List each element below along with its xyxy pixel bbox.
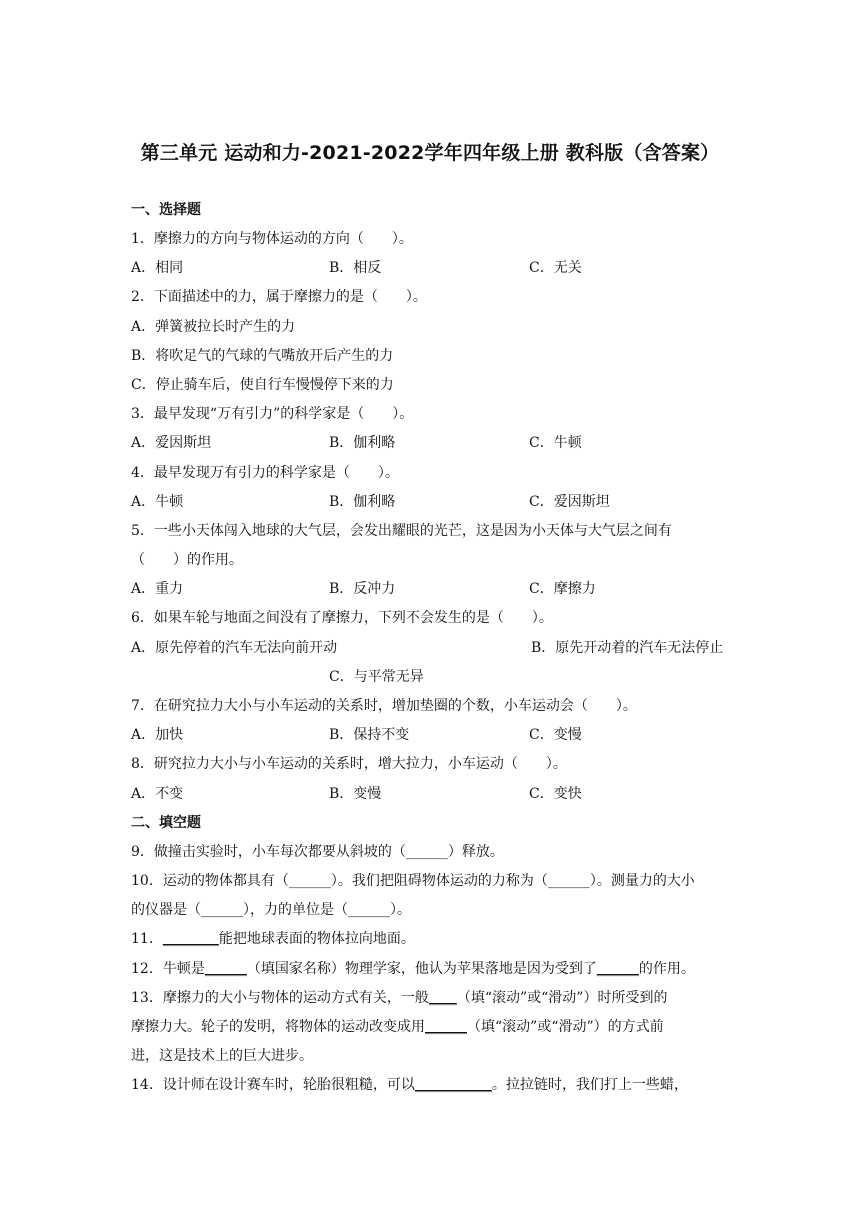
option-b: B．原先开动着的汽车无法停止: [531, 639, 724, 656]
option-c: C．摩擦力: [529, 581, 596, 598]
question-9: 9．做撞击实验时，小车每次都要从斜坡的（______）释放。: [131, 843, 504, 860]
answer-blank: ______: [204, 960, 247, 977]
option-b: B．反冲力: [329, 581, 396, 598]
question-13-line1: [131, 984, 741, 1013]
answer-blank: ____: [428, 989, 457, 1006]
option-a: A．重力: [131, 581, 184, 598]
option-c: C．变慢: [529, 727, 582, 744]
question-8-options: [131, 780, 741, 809]
option-b: B．相反: [329, 260, 382, 277]
option-c: C．牛顿: [529, 435, 582, 452]
option-a: A．原先停着的汽车无法向前开动: [131, 639, 338, 656]
worksheet-content: [131, 196, 741, 1100]
question-text: 摩擦力大。轮子的发明，将物体的运动改变成用: [131, 1018, 425, 1035]
question-6-stem: 6．如果车轮与地面之间没有了摩擦力，下列不会发生的是（ ）。: [131, 610, 553, 627]
question-text: （填“滚动”或“滑动”）时所受到的: [456, 989, 668, 1006]
question-1-options: [131, 254, 741, 283]
page-title: 第三单元 运动和力-2021-2022学年四年级上册 教科版（含答案）: [140, 142, 720, 164]
question-12: [131, 955, 741, 984]
section-heading-fill: 二、填空题: [131, 814, 201, 831]
option-a: A．牛顿: [131, 493, 184, 510]
question-10-line1: 10．运动的物体都具有（______）。我们把阻碍物体运动的力称为（______）。测量力的大小: [131, 872, 695, 889]
answer-blank: ________: [162, 931, 219, 948]
question-text: 13．摩擦力的大小与物体的运动方式有关，一般: [131, 989, 429, 1006]
option-a: A．加快: [131, 727, 184, 744]
question-5-options: [131, 575, 741, 604]
question-text: 14．设计师在设计赛车时，轮胎很粗糙，可以: [131, 1077, 415, 1094]
option-b: B．伽利略: [329, 493, 396, 510]
question-11: [131, 925, 741, 954]
option-b: B．变慢: [329, 785, 382, 802]
question-13-line3: 进，这是技术上的巨大进步。: [131, 1048, 313, 1065]
question-4-stem: 4．最早发现万有引力的科学家是（ ）。: [131, 464, 399, 481]
answer-blank: ___________: [414, 1077, 492, 1094]
question-text: 12．牛顿是: [131, 960, 205, 977]
question-text: 。拉拉链时，我们打上一些蜡，: [491, 1077, 688, 1094]
question-5-stem-cont: （ ）的作用。: [131, 552, 243, 569]
question-number: 11．: [131, 931, 163, 948]
section-heading-choice: 一、选择题: [131, 202, 201, 218]
option-c: C．停止骑车后，使自行车慢慢停下来的力: [131, 376, 394, 393]
option-c: C．与平常无异: [329, 668, 424, 685]
question-2-stem: 2．下面描述中的力，属于摩擦力的是（ ）。: [131, 289, 427, 306]
option-c: C．无关: [529, 260, 582, 277]
question-3-stem: 3．最早发现“万有引力”的科学家是（ ）。: [131, 406, 414, 423]
question-13-line2: [131, 1013, 741, 1042]
option-c: C．变快: [529, 785, 582, 802]
option-a: A．不变: [131, 785, 184, 802]
question-text: （填“滚动”或“滑动”）的方式前: [467, 1018, 664, 1035]
answer-blank: ______: [425, 1018, 467, 1035]
question-text: （填国家名称）物理学家，他认为苹果落地是因为受到了: [246, 960, 597, 977]
question-text: 能把地球表面的物体拉向地面。: [218, 931, 415, 948]
question-14: [131, 1071, 741, 1100]
option-a: A．爱因斯坦: [131, 435, 212, 452]
option-b: B．保持不变: [329, 727, 410, 744]
option-c: C．爱因斯坦: [529, 493, 610, 510]
answer-blank: ______: [596, 960, 639, 977]
question-7-stem: 7．在研究拉力大小与小车运动的关系时，增加垫圈的个数，小车运动会（ ）。: [131, 698, 637, 714]
question-4-options: [131, 488, 741, 517]
question-text: 的作用。: [638, 960, 695, 977]
question-5-stem: 5．一些小天体闯入地球的大气层，会发出耀眼的光芒，这是因为小天体与大气层之间有: [131, 522, 672, 539]
question-6-options: [131, 634, 741, 663]
question-1-stem: 1．摩擦力的方向与物体运动的方向（ ）。: [131, 231, 413, 247]
question-8-stem: 8．研究拉力大小与小车运动的关系时，增大拉力，小车运动（ ）。: [131, 756, 567, 773]
question-6-options-row2: [131, 663, 741, 692]
option-a: A．弹簧被拉长时产生的力: [131, 318, 296, 335]
question-7-options: [131, 721, 741, 750]
question-10-line2: 的仪器是（______），力的单位是（______）。: [131, 902, 411, 919]
option-b: B．伽利略: [329, 435, 396, 452]
option-a: A．相同: [131, 260, 184, 277]
question-3-options: [131, 429, 741, 458]
option-b: B．将吹足气的气球的气嘴放开后产生的力: [131, 347, 394, 364]
